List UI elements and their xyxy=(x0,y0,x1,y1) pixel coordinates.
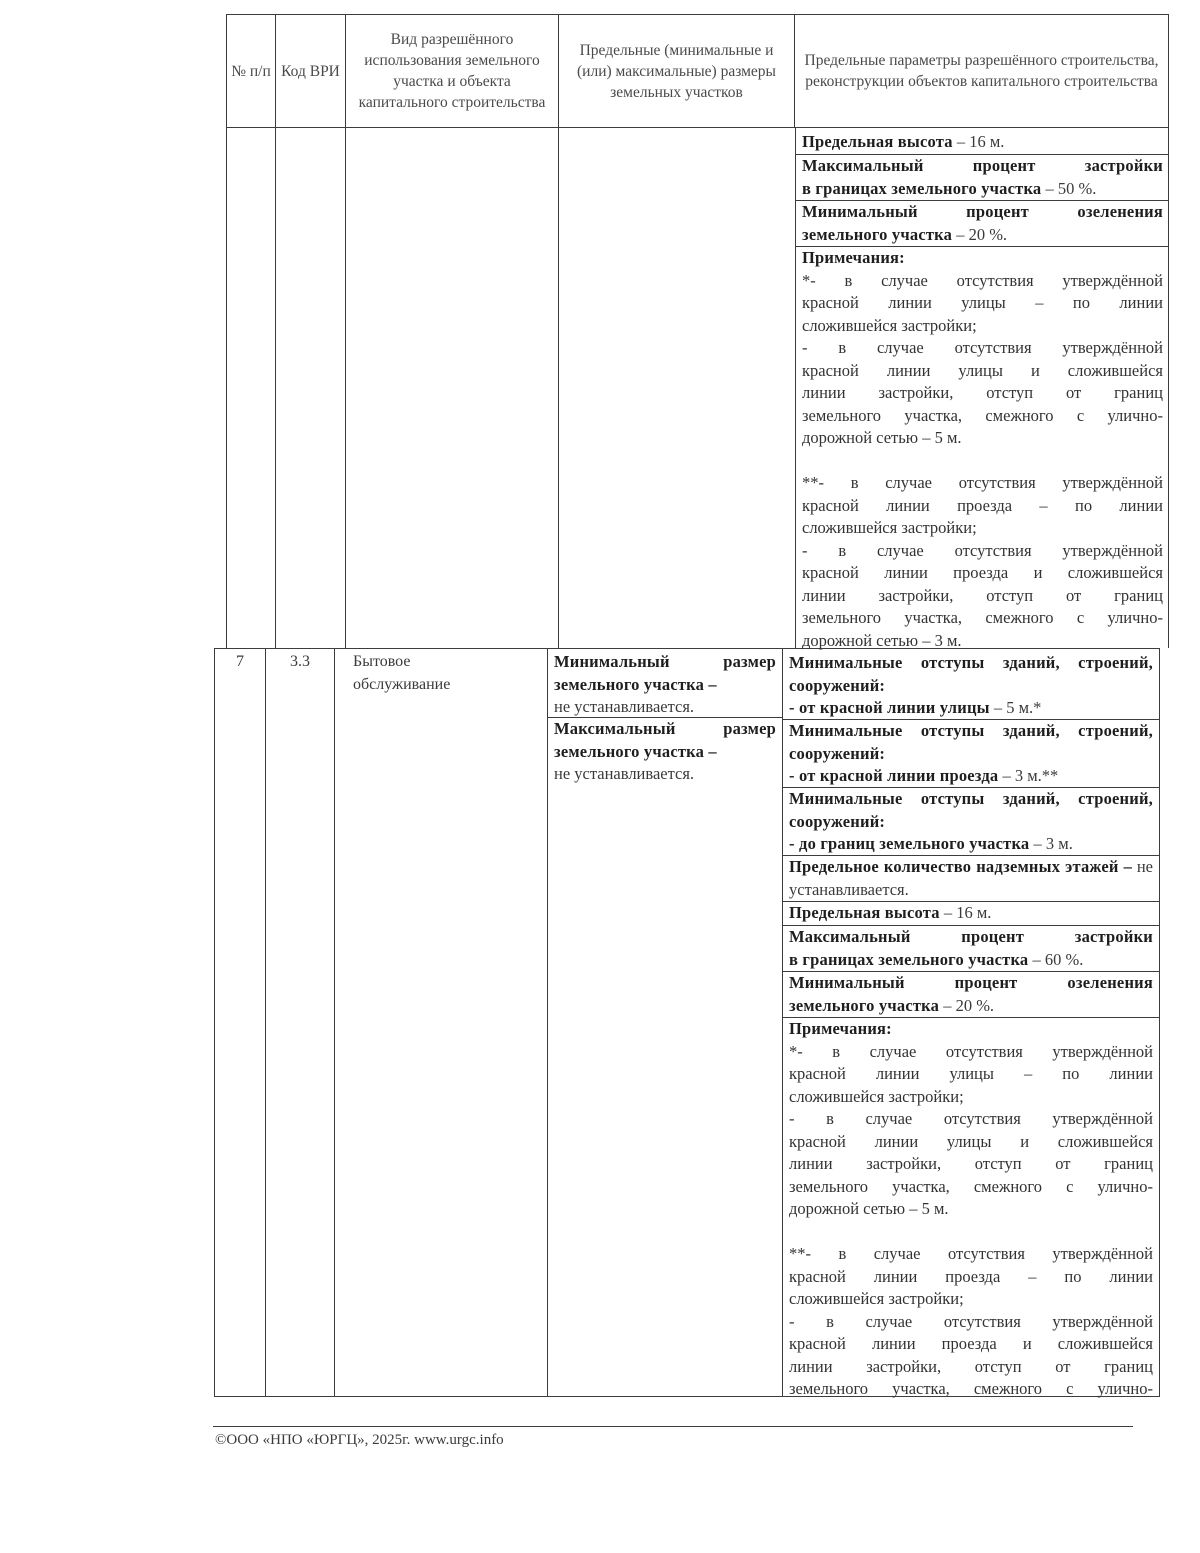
param-green-percent: Минимальный процент озеленения земельного участка – 20 %. xyxy=(796,200,1169,246)
setback-street: Минимальные отступы зданий, строений, сооружений: - от красной линии улицы – 5 м.* xyxy=(789,653,1153,717)
param-build-percent-7: Максимальный процент застройки в границах земельного участка – 60 %. xyxy=(783,925,1159,971)
max-size: Максимальный размер земельного участка – не устанавливается. xyxy=(548,717,782,1396)
footer-copyright: ©ООО «НПО «ЮРГЦ», 2025г. www.urgc.info xyxy=(215,1432,504,1448)
setback-border: Минимальные отступы зданий, строений, сооружений: - до границ земельного участка – 3 м. xyxy=(783,787,1159,855)
param-green-percent-7: Минимальный процент озеленения земельного участка – 20 %. xyxy=(783,971,1159,1017)
header-number: № п/п xyxy=(227,15,276,127)
table-header xyxy=(226,14,1169,128)
table-row-continued xyxy=(226,128,1169,648)
param-notes: Примечания: *- в случае отсутствия утверждённой красной линии улицы – по линии сложившейся застройки; - в случае отсутствия утверждённой красной линии улицы и сложившейся линии застройки, отступ от границ земельного участка, смежного с улично- дорожной сетью – 5 м. **- в случае отсутствия утверждённой красной линии проезда – по линии сложившейся застройки; - в случае отсутствия утверждённой красной линии проезда и сложившейся линии застройки, отступ от границ земельного участка, смежного с улично- дорожной сетью – 3 м. xyxy=(796,246,1169,648)
header-params: Предельные параметры разрешённого строительства, реконструкции объектов капитального строительства xyxy=(804,52,1159,90)
param-height: Предельная высота – 16 м. xyxy=(802,132,1005,151)
floors: Предельное количество надземных этажей – не устанавливается. xyxy=(783,855,1159,901)
row-code: 3.3 xyxy=(290,653,310,670)
setback-pass: Минимальные отступы зданий, строений, сооружений: - от красной линии проезда – 3 м.** xyxy=(783,719,1159,787)
row-kind: Бытовое обслуживание xyxy=(353,653,451,693)
min-size: Минимальный размер земельного участка – не устанавливается. xyxy=(554,652,776,716)
table-row-7 xyxy=(214,648,1160,1397)
param-build-percent: Максимальный процент застройки в границах земельного участка – 50 %. xyxy=(796,154,1169,200)
footer-divider xyxy=(213,1426,1133,1427)
param-height-7: Предельная высота – 16 м. xyxy=(783,901,1159,925)
header-kind: Вид разрешённого использования земельного участка и объекта капитального строительства xyxy=(346,15,559,127)
row-number: 7 xyxy=(236,653,244,670)
header-code: Код ВРИ xyxy=(276,15,346,127)
header-sizes: Предельные (минимальные и (или) максимальные) размеры земельных участков xyxy=(559,15,795,127)
param-notes-7: Примечания: *- в случае отсутствия утверждённой красной линии улицы – по линии сложившейся застройки; - в случае отсутствия утверждённой красной линии улицы и сложившейся линии застройки, отступ от границ земельного участка, смежного с улично- дорожной сетью – 5 м. **- в случае отсутствия утверждённой красной линии проезда – по линии сложившейся застройки; - в случае отсутствия утверждённой красной линии проезда и сложившейся линии застройки, отступ от границ земельного участка, смежного с улично- xyxy=(783,1017,1159,1396)
